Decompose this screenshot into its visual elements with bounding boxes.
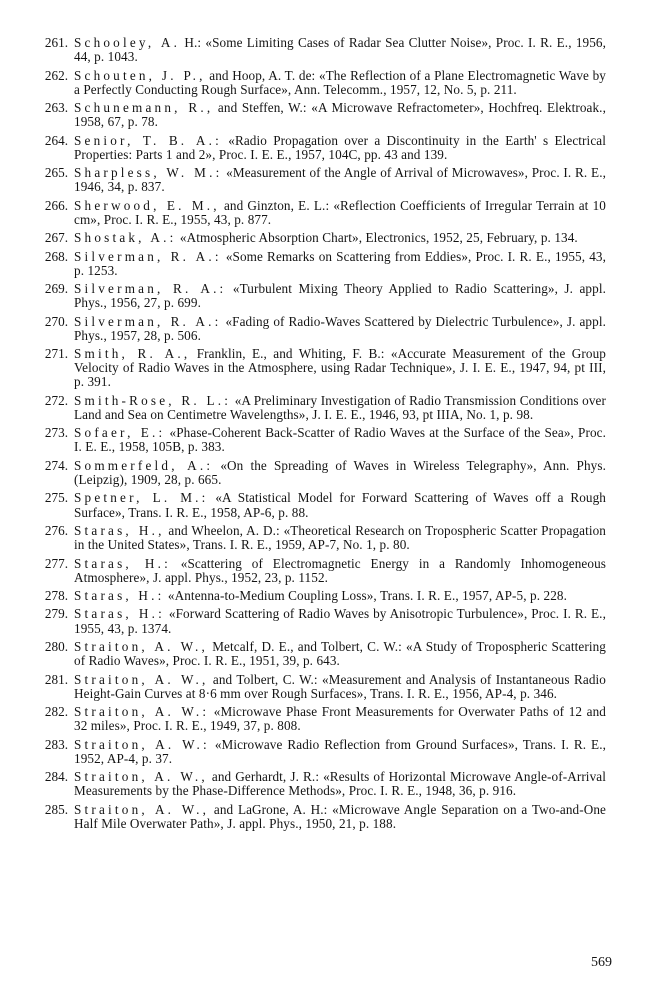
reference-author: Schooley, A. xyxy=(74,35,181,50)
reference-entry xyxy=(34,557,606,585)
reference-body: «Fading of Radio-Waves Scattered by Dielectric Turbulence», J. appl. Phys., 1957, 28, p. 506. xyxy=(74,313,606,343)
reference-text xyxy=(74,250,606,278)
reference-number: 284. xyxy=(44,769,68,785)
reference-author: Sofaer, E.: xyxy=(74,425,166,441)
reference-body: «Microwave Phase Front Measurements for Overwater Paths of 12 and 32 miles», Proc. I. R. E., 1949, 37, p. 808. xyxy=(74,704,606,734)
reference-number: 282. xyxy=(44,704,68,720)
reference-entry xyxy=(34,315,606,343)
reference-body: H.: «Some Limiting Cases of Radar Sea Clutter Noise», Proc. I. R. E., 1956, 44, p. 1043. xyxy=(74,35,606,65)
reference-author: Sommerfeld, A.: xyxy=(74,457,214,473)
reference-author: Schouten, J. P., xyxy=(74,67,206,83)
reference-author: Staras, H.: xyxy=(74,606,165,622)
reference-text xyxy=(74,347,606,389)
reference-number: 275. xyxy=(44,490,68,506)
reference-entry xyxy=(34,101,606,129)
reference-text xyxy=(74,282,606,310)
reference-author: Straiton, A. W.: xyxy=(74,736,210,752)
reference-number: 277. xyxy=(44,555,68,571)
reference-number: 269. xyxy=(44,281,68,297)
reference-author: Senior, T. B. A.: xyxy=(74,132,223,148)
reference-entry xyxy=(34,231,606,245)
reference-author: Smith-Rose, R. L.: xyxy=(74,392,232,408)
reference-author: Sharpless, W. M.: xyxy=(74,165,223,181)
reference-number: 274. xyxy=(44,457,68,473)
reference-author: Silverman, R. A.: xyxy=(74,248,222,264)
reference-body: and Ginzton, E. L.: «Reflection Coefficients of Irregular Terrain at 10 cm», Proc. I. R. E., 1955, 43, p. 877. xyxy=(74,197,606,227)
reference-number: 279. xyxy=(44,606,68,622)
reference-body: and Steffen, W.: «A Microwave Refractometer», Hochfreq. Elektroak., 1958, 67, p. 78. xyxy=(74,100,606,130)
reference-body: «Some Remarks on Scattering from Eddies», Proc. I. R. E., 1955, 43, p. 1253. xyxy=(74,248,606,278)
reference-list xyxy=(34,36,606,835)
reference-body: and Hoop, A. T. de: «The Reflection of a Plane Electromagnetic Wave by a Perfectly Conducting Rough Surface», Ann. Telecomm., 1957, 12, No. 5, p. 211. xyxy=(74,67,606,97)
reference-entry xyxy=(34,589,606,603)
reference-author: Silverman, R. A.: xyxy=(74,313,222,329)
reference-body: Franklin, E., and Whiting, F. B.: «Accurate Measurement of the Group Velocity of Radio Waves in the Atmosphere, using Radar Technique», J. I. E. E., 1947, 94, pt III, p. 391. xyxy=(74,346,606,390)
reference-entry xyxy=(34,394,606,422)
reference-number: 264. xyxy=(44,132,68,148)
reference-body: and Gerhardt, J. R.: «Results of Horizontal Microwave Angle-of-Arrival Measurements by the Phase-Difference Methods», Proc. I. R. E., 1948, 36, p. 916. xyxy=(74,769,606,799)
reference-number: 273. xyxy=(44,425,68,441)
reference-body: «Antenna-to-Medium Coupling Loss», Trans. I. R. E., 1957, AP-5, p. 228. xyxy=(167,588,567,604)
reference-body: «Radio Propagation over a Discontinuity in the Earth' s Electrical Properties: Parts 1 and 2», Proc. I. E. E., 1957, 104C, pp. 43 and 139. xyxy=(74,132,606,162)
reference-text xyxy=(74,394,606,422)
reference-number: 268. xyxy=(44,248,68,264)
reference-text xyxy=(74,524,606,552)
reference-text xyxy=(74,803,606,831)
reference-number: 271. xyxy=(44,346,68,362)
reference-number: 278. xyxy=(44,588,68,604)
reference-author: Staras, H., xyxy=(74,522,165,538)
reference-body: «A Statistical Model for Forward Scattering of Waves off a Rough Surface», Trans. I. R. E., 1958, AP-6, p. 88. xyxy=(74,490,607,520)
reference-body: «On the Spreading of Waves in Wireless Telegraphy», Ann. Phys. (Leipzig), 1909, 28, p. 665. xyxy=(74,457,607,487)
reference-author: Schunemann, R., xyxy=(74,100,214,116)
reference-entry xyxy=(34,803,606,831)
reference-body: «Microwave Radio Reflection from Ground Surfaces», Trans. I. R. E., 1952, AP-4, p. 37. xyxy=(74,736,607,766)
reference-body: «A Preliminary Investigation of Radio Transmission Conditions over Land and Sea on Centimetre Wavelengths», J. I. E. E., 1946, 93, pt IIIA, No. 1, p. 98. xyxy=(74,392,606,422)
reference-author: Shostak, A.: xyxy=(74,230,177,246)
reference-author: Smith, R. A., xyxy=(74,346,191,362)
reference-text xyxy=(74,134,606,162)
reference-number: 276. xyxy=(44,522,68,538)
reference-text xyxy=(74,640,606,668)
reference-text xyxy=(74,738,606,766)
reference-entry xyxy=(34,640,606,668)
reference-entry xyxy=(34,69,606,97)
reference-number: 280. xyxy=(44,639,68,654)
reference-number: 262. xyxy=(44,67,68,83)
reference-entry xyxy=(34,347,606,389)
reference-text xyxy=(74,426,606,454)
reference-author: Straiton, A. W.: xyxy=(74,704,210,720)
reference-entry xyxy=(34,738,606,766)
reference-author: Staras, H.: xyxy=(74,588,165,604)
reference-entry xyxy=(34,36,606,64)
reference-entry xyxy=(34,199,606,227)
reference-text xyxy=(74,101,606,129)
reference-text xyxy=(74,231,606,245)
reference-number: 283. xyxy=(44,736,68,752)
reference-body: and Wheelon, A. D.: «Theoretical Research on Tropospheric Scatter Propagation in the United States», Trans. I. R. E., 1959, AP-7, No. 1, p. 80. xyxy=(74,522,606,553)
reference-text xyxy=(74,36,606,64)
reference-text xyxy=(74,607,606,635)
reference-entry xyxy=(34,166,606,194)
reference-text xyxy=(74,69,606,97)
reference-text xyxy=(74,491,606,519)
reference-text xyxy=(74,199,606,227)
reference-entry xyxy=(34,134,606,162)
reference-number: 270. xyxy=(44,313,68,329)
reference-text xyxy=(74,315,606,343)
reference-body: and LaGrone, A. H.: «Microwave Angle Separation on a Two-and-One Half Mile Overwater Path», J. appl. Phys., 1950, 21, p. 188. xyxy=(74,801,606,831)
reference-body: «Measurement of the Angle of Arrival of Microwaves», Proc. I. R. E., 1946, 34, p. 837. xyxy=(74,165,606,195)
reference-body: and Tolbert, C. W.: «Measurement and Analysis of Instantaneous Radio Height-Gain Curves at 8·6 mm over Rough Surfaces», Trans. I. R. E., 1956, AP-4, p. 346. xyxy=(74,671,606,701)
reference-author: Spetner, L. M.: xyxy=(74,490,209,506)
reference-text xyxy=(74,673,606,701)
reference-author: Staras, H.: xyxy=(74,555,171,571)
reference-number: 265. xyxy=(44,165,68,181)
page-number: 569 xyxy=(591,955,612,970)
reference-body: «Scattering of Electromagnetic Energy in a Randomly Inhomogeneous Atmosphere», J. appl. Phys., 1952, 23, p. 1152. xyxy=(74,555,607,585)
reference-body: «Atmospheric Absorption Chart», Electronics, 1952, 25, February, p. 134. xyxy=(179,230,578,246)
reference-entry xyxy=(34,282,606,310)
reference-author: Straiton, A. W., xyxy=(74,671,209,687)
reference-number: 267. xyxy=(44,230,68,246)
reference-author: Straiton, A. W., xyxy=(74,801,210,817)
reference-body: «Phase-Coherent Back-Scatter of Radio Waves at the Surface of the Sea», Proc. I. E. E., 1958, 105B, p. 383. xyxy=(74,425,607,455)
reference-entry xyxy=(34,705,606,733)
reference-number: 261. xyxy=(44,35,68,50)
reference-number: 266. xyxy=(44,197,68,213)
reference-body: «Forward Scattering of Radio Waves by Anisotropic Turbulence», Proc. I. R. E., 1955, 43, p. 1374. xyxy=(74,606,606,636)
reference-author: Straiton, A. W., xyxy=(74,639,209,654)
reference-text xyxy=(74,557,606,585)
reference-text xyxy=(74,589,606,603)
reference-body: «Turbulent Mixing Theory Applied to Radio Scattering», J. appl. Phys., 1956, 27, p. 699. xyxy=(74,281,606,311)
reference-entry xyxy=(34,607,606,635)
reference-entry xyxy=(34,673,606,701)
reference-text xyxy=(74,770,606,798)
reference-number: 285. xyxy=(44,801,68,817)
reference-entry xyxy=(34,491,606,519)
reference-body: Metcalf, D. E., and Tolbert, C. W.: «A Study of Tropospheric Scattering of Radio Waves», Proc. I. R. E., 1951, 39, p. 643. xyxy=(74,639,607,669)
reference-number: 272. xyxy=(44,392,68,408)
reference-entry xyxy=(34,770,606,798)
reference-text xyxy=(74,459,606,487)
reference-number: 281. xyxy=(44,671,68,687)
reference-author: Silverman, R. A.: xyxy=(74,281,227,297)
reference-entry xyxy=(34,250,606,278)
reference-author: Sherwood, E. M., xyxy=(74,197,220,213)
reference-entry xyxy=(34,459,606,487)
reference-text xyxy=(74,705,606,733)
reference-author: Straiton, A. W., xyxy=(74,769,208,785)
reference-entry xyxy=(34,426,606,454)
reference-entry xyxy=(34,524,606,552)
reference-text xyxy=(74,166,606,194)
reference-number: 263. xyxy=(44,100,68,116)
